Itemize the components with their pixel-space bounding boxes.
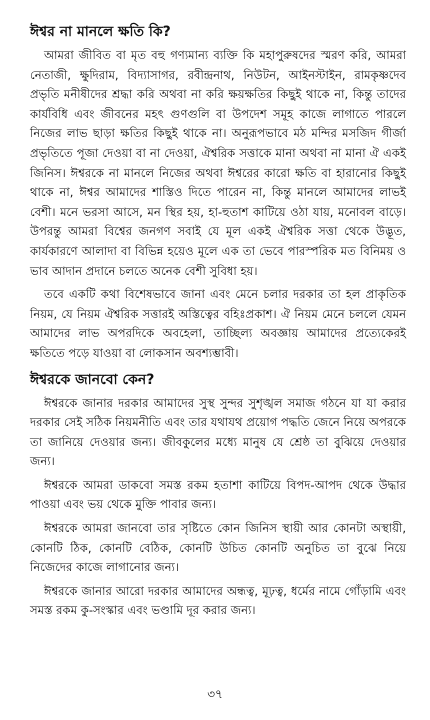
section-heading: ঈশ্বর না মানলে ক্ষতি কি? — [30, 24, 171, 40]
page-number: ৩৭ — [207, 687, 223, 701]
paragraph: আমরা জীবিত বা মৃত বহু গণ্যমান্য ব্যক্তি কি মহাপুরুষদের স্মরণ করি, আমরা নেতাজী, ক্ষুদিরাম, বিদ্যাসাগর, রবীন্দ্রনাথ, নিউটন, আইনস্টাইন, রামকৃষ্ণদেব প্রভৃতি মনীষীদের শ্রদ্ধা করি অথবা না করি ক্ষয়ক্ষতির কিছুই থাকে না, কিন্তু তাদের কার্যবিধি এবং জীবনের মহৎ গুণগুলি বা উপদেশ সমূহ কাজে লাগাতে পারলে নিজের লাভ ছাড়া ক্ষতির কিছুই থাকে না। অনুরূপভাবে মঠ মন্দির মসজিদ গীর্জা প্রভৃতিতে পূজা দেওয়া বা না দেওয়া, ঐশ্বরিক সত্তাকে মানা অথবা না মানা ঐ একই জিনিস। ঈশ্বরকে না মানলে নিজের অথবা ঈশ্বরের কারো ক্ষতি বা হারানোর কিছুই থাকে না, ঈশ্বর আমাদের শাস্তিও দিতে পারেন না, কিন্তু মানলে আমাদের লাভই বেশী। মনে ভরসা আসে, মন স্থির হয়, হা-হুতাশ কাটিয়ে ওঠা যায়, মনোবল বাড়ে। উপরন্তু আমরা বিশ্বের জনগণ সবাই যে মূল একই ঐশ্বরিক সত্তা থেকে উদ্ভূত, কার্যকারণে আলাদা বা বিভিন্ন হয়েও মূলে এক তা ভেবে পারস্পরিক মত বিনিময় ও ভাব আদান প্রদানে চলতে অনেক বেশী সুবিধা হয়। — [30, 48, 406, 278]
section-heading: ঈশ্বরকে জানবো কেন? — [30, 371, 155, 388]
paragraph: ঈশ্বরকে জানার আরো দরকার আমাদের অন্ধত্ব, মূঢ়ত্ব, ধর্মের নামে গোঁড়ামি এবং সমস্ত রকম কু-সংস্কার এবং ভণ্ডামি দূর করার জন্য। — [30, 583, 406, 618]
paragraph: ঈশ্বরকে আমরা ডাকবো সমস্ত রকম হতাশা কাটিয়ে বিপদ-আপদ থেকে উদ্ধার পাওয়া এবং ভয় থেকে মুক্তি পাবার জন্য। — [30, 477, 406, 512]
paragraph: তবে একটি কথা বিশেষভাবে জানা এবং মেনে চলার দরকার তা হল প্রাকৃতিক নিয়ম, যে নিয়ম ঐশ্বরিক সত্তারই অস্তিত্বের বহিঃপ্রকাশ। ঐ নিয়ম মেনে চললে যেমন আমাদের লাভ অপরদিকে অবহেলা, তাচ্ছিল্য অবজ্ঞায় আমাদের প্রত্যেকেরই ক্ষতিতে পড়ে যাওয়া বা লোকসান অবশ্যম্ভাবী। — [30, 287, 406, 360]
paragraph: ঈশ্বরকে জানার দরকার আমাদের সুস্থ সুন্দর সুশৃঙ্খল সমাজ গঠনে যা যা করার দরকার সেই সঠিক নিয়মনীতি এবং তার যথাযথ প্রয়োগ পদ্ধতি জেনে নিয়ে অপরকে তা জানিয়ে দেওয়ার জন্য। জীবকুলের মধ্যে মানুষ যে শ্রেষ্ঠ তা বুঝিয়ে দেওয়ার জন্য। — [30, 395, 406, 469]
section-why-not-believe — [30, 22, 406, 364]
paragraph: ঈশ্বরকে আমরা জানবো তার সৃষ্টিতে কোন জিনিস স্থায়ী আর কোনটা অস্থায়ী, কোনটি ঠিক, কোনটি বেঠিক, কোনটি উচিত কোনটি অনুচিত তা বুঝে নিয়ে নিজেদের কাজে লাগানোর জন্য। — [30, 521, 406, 575]
section-why-know-god — [30, 370, 406, 622]
